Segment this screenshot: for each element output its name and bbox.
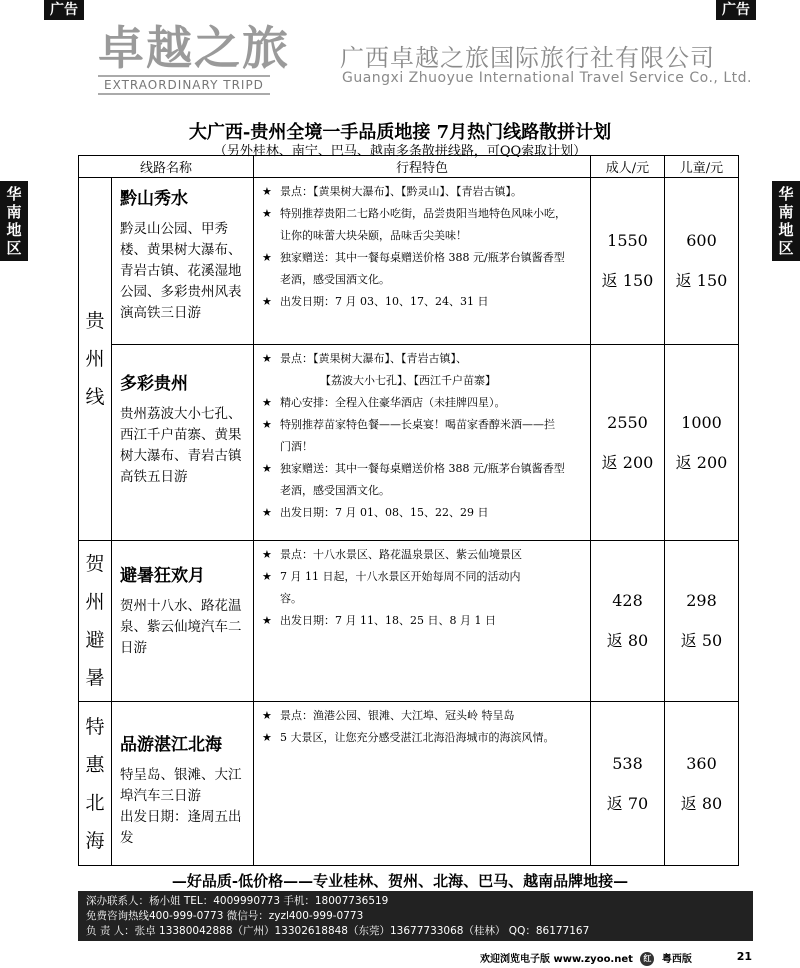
child-price-cell: [665, 178, 739, 345]
side-tab-char: 区: [778, 239, 794, 257]
header-child: 儿童/元: [665, 156, 739, 178]
header-route: 线路名称: [79, 156, 254, 178]
feature-line: 门酒！: [280, 440, 313, 453]
star-icon: ★: [262, 709, 272, 722]
routes-table: [78, 155, 739, 866]
feature-line: ★ 特别推荐苗家特色餐——长桌宴！喝苗家香醇米酒——拦: [260, 414, 584, 436]
adult-rebate: 返 150: [601, 271, 654, 290]
table-row: [79, 541, 739, 702]
route-title: 多彩贵州: [120, 374, 188, 394]
region-char: 贵: [85, 310, 105, 332]
route-depart-date: 出发日期：逢周五出发: [120, 809, 242, 846]
feature-line: ★ 独家赠送：其中一餐每桌赠送价格 388 元/瓶茅台镇酱香型: [260, 247, 584, 269]
side-tab-char: 南: [778, 203, 794, 221]
adult-rebate: 返 200: [601, 452, 654, 472]
contact-line: 负 责 人：张卓 13380042888（广州）13302618848（东莞）13677733068（桂林） QQ：86177167: [86, 925, 590, 937]
feature-line: ★ 出发日期：7 月 11、18、25 日、8 月 1 日: [260, 610, 584, 632]
feature-line: 【荔波大小七孔】、【西江千户苗寨】: [320, 374, 496, 387]
child-rebate: 返 150: [675, 271, 728, 290]
side-tab-char: 南: [6, 203, 22, 221]
company-name-en: Guangxi Zhuoyue International Travel Service Co., Ltd.: [342, 70, 752, 86]
header-feature: 行程特色: [254, 156, 591, 178]
route-desc: 贺州十八水、路花温泉、紫云仙境汽车二日游: [120, 598, 242, 656]
feature-line: 老酒，感受国酒文化。: [280, 273, 390, 286]
child-rebate: 返 80: [680, 793, 723, 813]
route-name-cell: [112, 541, 254, 702]
table-row: [79, 345, 739, 541]
adult-price: 2550: [607, 412, 648, 432]
region-char: 州: [85, 591, 105, 613]
side-tab-right: [772, 181, 800, 261]
route-title: 黔山秀水: [120, 189, 188, 209]
region-char: 线: [85, 386, 105, 408]
feature-line: ★ 景点：【黄果树大瀑布】、【青岩古镇】、: [260, 348, 584, 370]
star-icon: ★: [262, 295, 272, 308]
adult-price-cell: [591, 541, 665, 702]
region-char: 贺: [85, 553, 105, 575]
adult-price-cell: [591, 702, 665, 866]
feature-line: 容。: [280, 592, 302, 605]
contact-box: [78, 891, 753, 941]
page-number: 21: [736, 950, 752, 963]
feature-line: ★ 独家赠送：其中一餐每桌赠送价格 388 元/瓶茅台镇酱香型: [260, 458, 584, 480]
region-char: 暑: [85, 667, 105, 689]
child-rebate: 返 50: [680, 631, 723, 650]
feature-line: ★ 出发日期：7 月 03、10、17、24、31 日: [260, 291, 584, 313]
child-price-cell: [665, 345, 739, 541]
feature-line: ★ 景点：【黄果树大瀑布】、【黔灵山】、【青岩古镇】。: [260, 181, 584, 203]
adult-price: 1550: [607, 231, 648, 250]
feature-line: ★ 5 大景区，让您充分感受湛江北海沿海城市的海滨风情。: [260, 727, 584, 749]
side-tab-char: 区: [6, 239, 22, 257]
route-features: [254, 178, 591, 345]
adult-rebate: 返 80: [606, 631, 649, 650]
star-icon: ★: [262, 207, 272, 220]
star-icon: ★: [262, 570, 272, 583]
star-icon: ★: [262, 462, 272, 475]
region-hezhou: [79, 541, 112, 702]
side-tab-char: 地: [6, 221, 22, 239]
child-price: 1000: [681, 412, 722, 432]
side-tab-char: 地: [778, 221, 794, 239]
route-features: [254, 541, 591, 702]
route-desc: 贵州荔波大小七孔、西江千户苗寨、黄果树大瀑布、青岩古镇高铁五日游: [120, 406, 242, 485]
logo-sub-text: EXTRAORDINARY TRIPD: [98, 75, 270, 95]
child-rebate: 返 200: [675, 452, 728, 472]
feature-line: ★ 7 月 11 日起，十八水景区开始每周不同的活动内: [260, 566, 584, 588]
adult-price: 538: [612, 753, 643, 773]
star-icon: ★: [262, 396, 272, 409]
region-char: 特: [85, 715, 105, 738]
table-row: [79, 178, 739, 345]
adult-price-cell: [591, 345, 665, 541]
star-icon: ★: [262, 185, 272, 198]
logo-main-text: 卓越之旅: [98, 21, 290, 75]
route-title: 品游湛江北海: [120, 735, 222, 755]
company-logo: [98, 22, 318, 110]
child-price-cell: [665, 541, 739, 702]
region-char: 州: [85, 348, 105, 370]
header-adult: 成人/元: [591, 156, 665, 178]
company-name-cn: 广西卓越之旅国际旅行社有限公司: [340, 44, 715, 72]
slogan: —好品质-低价格——专业桂林、贺州、北海、巴马、越南品牌地接—: [171, 872, 629, 890]
region-char: 惠: [85, 753, 105, 776]
route-features: [254, 702, 591, 866]
route-name-cell: [112, 178, 254, 345]
child-price: 360: [686, 753, 717, 773]
contact-line: 免费咨询热线400-999-0773 微信号：zyzl400-999-0773: [86, 910, 364, 922]
star-icon: ★: [262, 418, 272, 431]
side-tab-char: 华: [778, 185, 794, 203]
ad-label-left: 广告: [44, 0, 84, 20]
contact-line: 深办联系人：杨小姐 TEL：4009990773 手机：18007736519: [86, 895, 389, 907]
feature-line: ★ 景点：渔港公园、银滩、大江埠、冠头岭 特呈岛: [260, 705, 584, 727]
side-tab-left: [0, 181, 28, 261]
feature-line: ★ 精心安排：全程入住豪华酒店（未挂牌四星）。: [260, 392, 584, 414]
footer-edition: 粤西版: [661, 954, 692, 965]
feature-line: 老酒，感受国酒文化。: [280, 484, 390, 497]
region-char: 北: [85, 791, 105, 814]
route-name-cell: [112, 345, 254, 541]
star-icon: ★: [262, 251, 272, 264]
footer-text: 欢迎浏览电子版 www.zyoo.net: [480, 954, 633, 965]
star-icon: ★: [262, 548, 272, 561]
feature-line: 让你的味蕾大块朵颐，品味舌尖美味！: [280, 229, 467, 242]
star-icon: ★: [262, 352, 272, 365]
ad-label-right: 广告: [716, 0, 756, 20]
route-features: [254, 345, 591, 541]
page-subtitle: （另外桂林、南宁、巴马、越南多条散拼线路，可QQ索取计划）: [213, 144, 587, 159]
region-char: 避: [85, 629, 105, 651]
region-beihai: [79, 702, 112, 866]
feature-line: ★ 特别推荐贵阳二七路小吃街，品尝贵阳当地特色风味小吃，: [260, 203, 584, 225]
star-icon: ★: [262, 614, 272, 627]
table-row: [79, 702, 739, 866]
region-char: 海: [85, 829, 105, 852]
route-title: 避暑狂欢月: [120, 566, 205, 586]
route-desc: 特呈岛、银滩、大江埠汽车三日游: [120, 767, 242, 804]
star-icon: ★: [262, 506, 272, 519]
child-price-cell: [665, 702, 739, 866]
footer: [480, 950, 692, 966]
child-price: 298: [686, 591, 717, 610]
side-tab-char: 华: [6, 185, 22, 203]
star-icon: ★: [262, 731, 272, 744]
adult-price-cell: [591, 178, 665, 345]
page-title: 大广西-贵州全境一手品质地接 7月热门线路散拼计划: [188, 122, 612, 143]
route-name-cell: [112, 702, 254, 866]
region-guizhou: [79, 178, 112, 541]
child-price: 600: [686, 231, 717, 250]
feature-line: ★ 出发日期：7 月 01、08、15、22、29 日: [260, 502, 584, 524]
adult-rebate: 返 70: [606, 793, 649, 813]
table-header-row: [79, 156, 739, 178]
footer-badge-icon: 红: [640, 952, 654, 966]
route-desc: 黔灵山公园、甲秀楼、黄果树大瀑布、青岩古镇、花溪湿地公园、多彩贵州风表演高铁三日游: [120, 221, 242, 321]
adult-price: 428: [612, 591, 643, 610]
feature-line: ★ 景点：十八水景区、路花温泉景区、紫云仙境景区: [260, 544, 584, 566]
